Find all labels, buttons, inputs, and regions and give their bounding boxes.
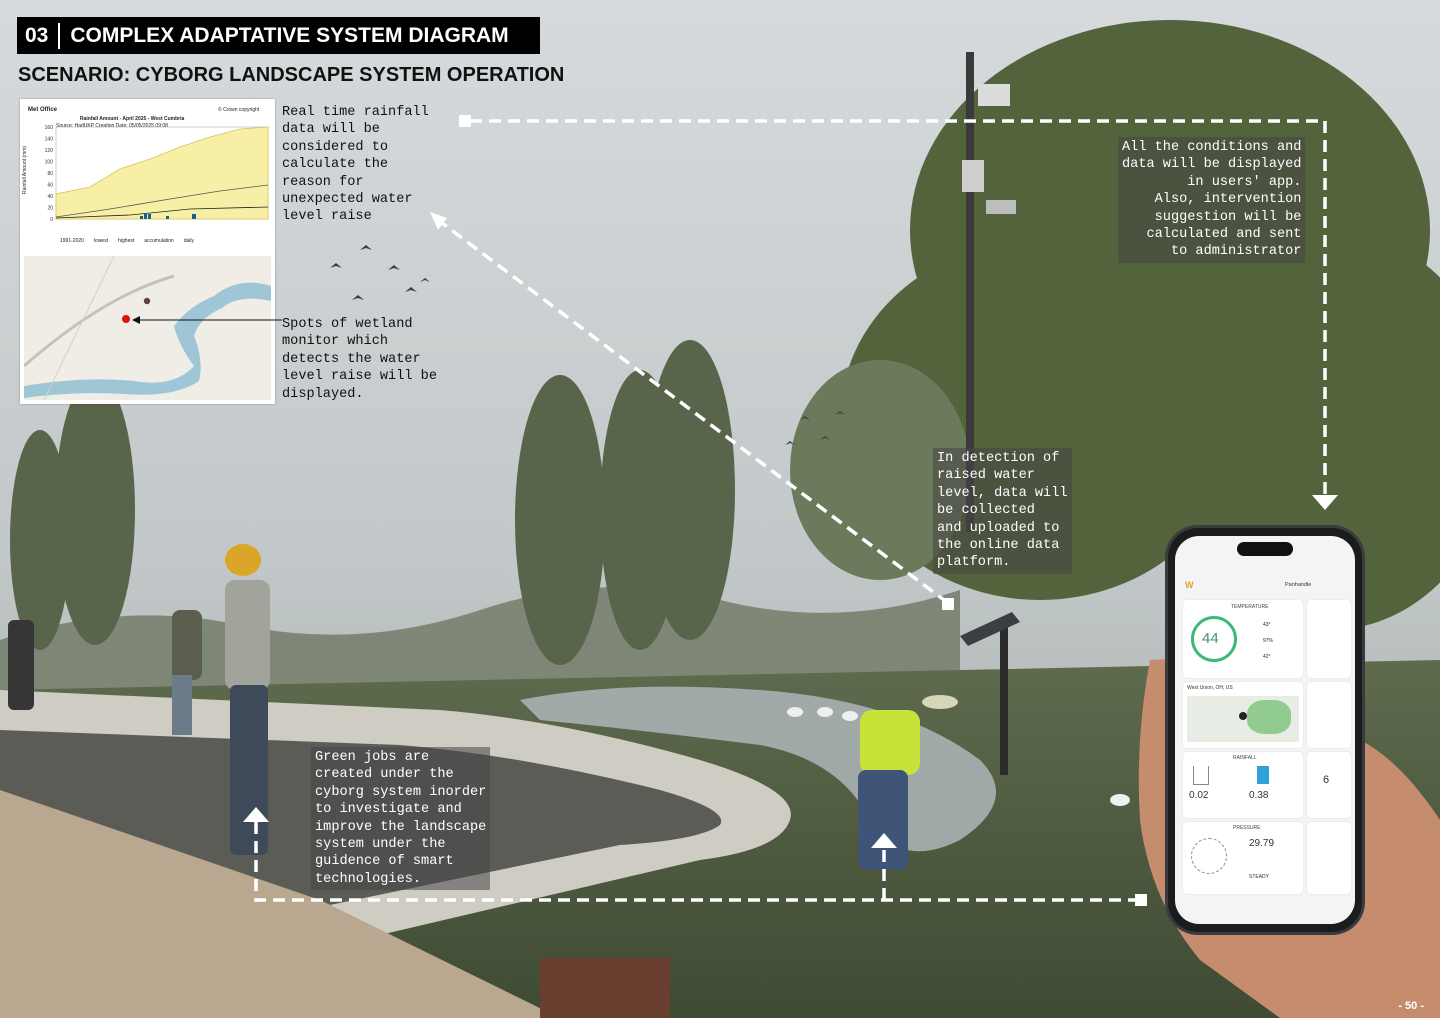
y-tick-label: 0 — [50, 217, 53, 223]
humidity-value: 97% — [1263, 638, 1274, 644]
legend-item: 1991-2020 — [60, 238, 84, 244]
legend-item: daily — [183, 238, 194, 244]
legend-item: accumulation — [144, 238, 174, 244]
chart-title: Rainfall Amount - April 2025 - West Cumbria — [80, 116, 185, 122]
y-tick-label: 20 — [47, 205, 53, 212]
arrowhead-worker — [871, 833, 897, 848]
rainfall-card[interactable] — [1183, 752, 1303, 818]
legend-item: highest — [118, 238, 135, 244]
pressure-trend: STEADY — [1249, 874, 1270, 880]
wetland-annotation: Spots of wetland monitor which detects the water level raise will be displayed. — [282, 317, 437, 402]
map-pin-icon — [1239, 712, 1247, 720]
temp-graph-card[interactable] — [1307, 600, 1351, 678]
app-annotation: All the conditions and data will be displayed in users' app. Also, intervention suggestion will be calculated and sent to administrator — [1118, 137, 1305, 263]
sensor-square — [942, 598, 954, 610]
chart-copyright: © Crown copyright — [218, 107, 260, 113]
rain-bucket-icon — [1257, 766, 1269, 784]
pressure-graph-card[interactable] — [1307, 822, 1351, 894]
detection-annotation: In detection of raised water level, data will be collected and uploaded to the online data platform. — [933, 448, 1072, 574]
y-tick-label: 80 — [47, 171, 53, 177]
app-logo-icon: W — [1185, 580, 1194, 590]
pressure-card[interactable] — [1183, 822, 1303, 894]
dewpoint-value: 43° — [1263, 622, 1271, 628]
y-tick-label: 120 — [44, 148, 53, 154]
section-number: 03 — [17, 23, 60, 49]
temperature-label: TEMPERATURE — [1231, 604, 1269, 610]
feels-like-value: 42° — [1263, 654, 1271, 660]
arrow-end-square — [1135, 894, 1147, 906]
arrowhead-chart — [430, 212, 447, 230]
wetland-pointer — [0, 0, 300, 400]
temperature-value: 44 — [1202, 630, 1219, 647]
pressure-gauge-icon — [1191, 838, 1227, 874]
y-tick-label: 40 — [47, 194, 53, 200]
wind-card[interactable] — [1307, 682, 1351, 748]
location-name: Panhandle — [1285, 582, 1312, 588]
y-tick-label: 60 — [47, 182, 53, 189]
weather-app-screen[interactable] — [1175, 536, 1355, 924]
section-title: COMPLEX ADAPTATIVE SYSTEM DIAGRAM — [70, 23, 509, 47]
scenario-subtitle: SCENARIO: CYBORG LANDSCAPE SYSTEM OPERATION — [18, 64, 565, 86]
chart-source: Source: HadUKP Creation Date: 05/05/2025 09:08 — [56, 123, 168, 129]
arrow-start-square — [459, 115, 471, 127]
legend-item: lowest — [93, 238, 109, 244]
y-tick-label: 160 — [44, 125, 53, 131]
rain-gauge-icon — [1193, 766, 1209, 785]
page-number: - 50 - — [1398, 1000, 1424, 1012]
rainfall-label: RAINFALL — [1233, 755, 1257, 761]
pressure-label: PRESSURE — [1233, 825, 1261, 831]
y-tick-label: 100 — [44, 159, 53, 166]
arrow-sensor-to-chart — [438, 220, 948, 603]
smartphone — [1168, 528, 1362, 932]
green-jobs-annotation: Green jobs are created under the cyborg system inorder to investigate and improve the landscape system under the guidence of smart technologies. — [311, 747, 490, 890]
chart-ylabel: Rainfall Amount (mm) — [22, 145, 28, 194]
met-office-logo: Met Office — [28, 107, 58, 113]
wind-speed-card[interactable] — [1307, 752, 1351, 818]
y-tick-label: 140 — [44, 136, 53, 143]
temperature-card[interactable] — [1183, 600, 1303, 678]
rain-rate-value: 0.02 — [1189, 790, 1209, 801]
phone-notch — [1237, 542, 1293, 556]
arrowhead-jobs — [243, 807, 269, 822]
arrowhead-app — [1312, 495, 1338, 510]
radar-map — [1187, 696, 1299, 742]
wind-value: 6 — [1323, 774, 1330, 786]
rain-daily-value: 0.38 — [1249, 790, 1269, 801]
map-location: West Union, OH, US — [1187, 685, 1233, 691]
pressure-value: 29.79 — [1249, 838, 1275, 849]
radar-map-card[interactable] — [1183, 682, 1303, 748]
rainfall-annotation: Real time rainfall data will be considered to calculate the reason for unexpected water level raise — [282, 105, 429, 225]
